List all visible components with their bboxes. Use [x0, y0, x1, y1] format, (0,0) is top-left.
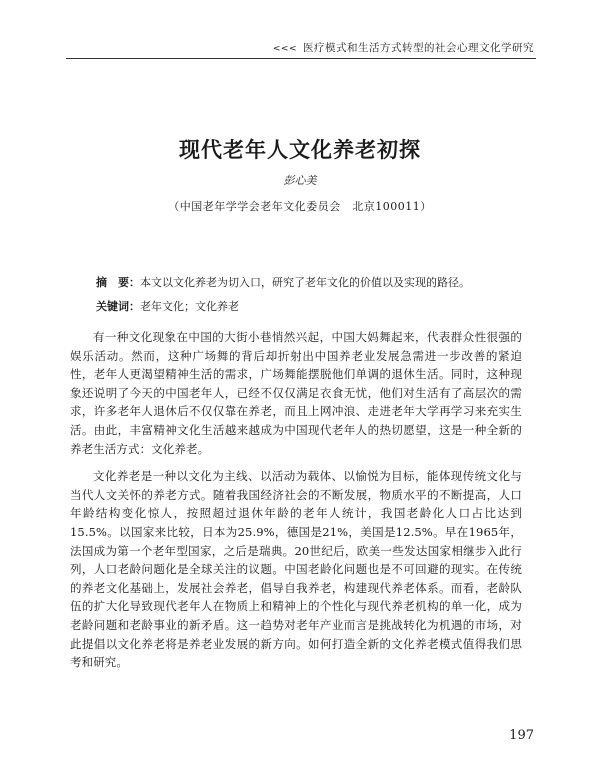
header-arrows: <<<: [272, 44, 297, 54]
header-rule: [66, 58, 536, 59]
header-text: 医疗模式和生活方式转型的社会心理文化学研究: [303, 42, 534, 54]
keywords: [96, 298, 526, 316]
abstract-label: 摘 要：: [96, 276, 140, 289]
page-number: 197: [509, 728, 534, 743]
article-title: 现代老年人文化养老初探: [179, 138, 421, 162]
running-header: [273, 40, 534, 55]
abstract-text: 本文以文化养老为切入口，研究了老年文化的价值以及实现的路径。: [140, 276, 470, 289]
body-paragraph: 文化养老是一种以文化为主线、以活动为载体、以愉悦为目标，能体现传统文化与当代人文关怀的养老方式。随着我国经济社会的不断发展，物质水平的不断提高，人口年龄结构变化惊人，按照超过退休年龄的老年人统计，我国老龄化人口占比达到15.5%。以国家来比较，日本为25.9%，德国是21%，美国是12.5%。早在1965年，法国成为第一个老年型国家，之后是瑞典。20世纪后，欧美一些发达国家相继步入此行列，人口老龄问题化是全球关注的议题。中国老龄化问题也是不可回避的现实。在传统的养老文化基础上，发展社会养老，倡导自我养老，构建现代养老体系。而看，老龄队伍的扩大化导致现代老年人在物质上和精神上的个性化与现代养老机构的单一化，成为老龄问题和老龄事业的新矛盾。这一趋势对老年产业而言是挑战转化为机遇的市场，对此提倡以文化养老将是养老业发展的新方向。如何打造全新的文化养老模式值得我们思考和研究。: [70, 469, 522, 670]
author-name: 彭心美: [283, 174, 317, 187]
author-affiliation: （中国老年学学会老年文化委员会 北京100011）: [168, 200, 432, 213]
keywords-text: 老年文化；文化养老: [140, 300, 239, 313]
keywords-label: 关键词：: [96, 300, 140, 313]
abstract: [96, 274, 526, 292]
body-paragraph: 有一种文化现象在中国的大街小巷悄然兴起，中国大妈舞起来，代表群众性很强的娱乐活动。然而，这种广场舞的背后却折射出中国养老业发展急需进一步改善的紧迫性，老年人更渴望精神生活的需求，广场舞能摆脱他们单调的退休生活。同时，这种现象还说明了今天的中国老年人，已经不仅仅满足衣食无忧，他们对生活有了高层次的需求，许多老年人退休后不仅仅靠在养老，而且上网冲浪、走进老年大学再学习来充实生活。由此，丰富精神文化生活越来越成为中国现代老年人的热切愿望，这是一种全新的养老生活方式：文化养老。: [70, 330, 522, 456]
article-body: [70, 328, 522, 681]
